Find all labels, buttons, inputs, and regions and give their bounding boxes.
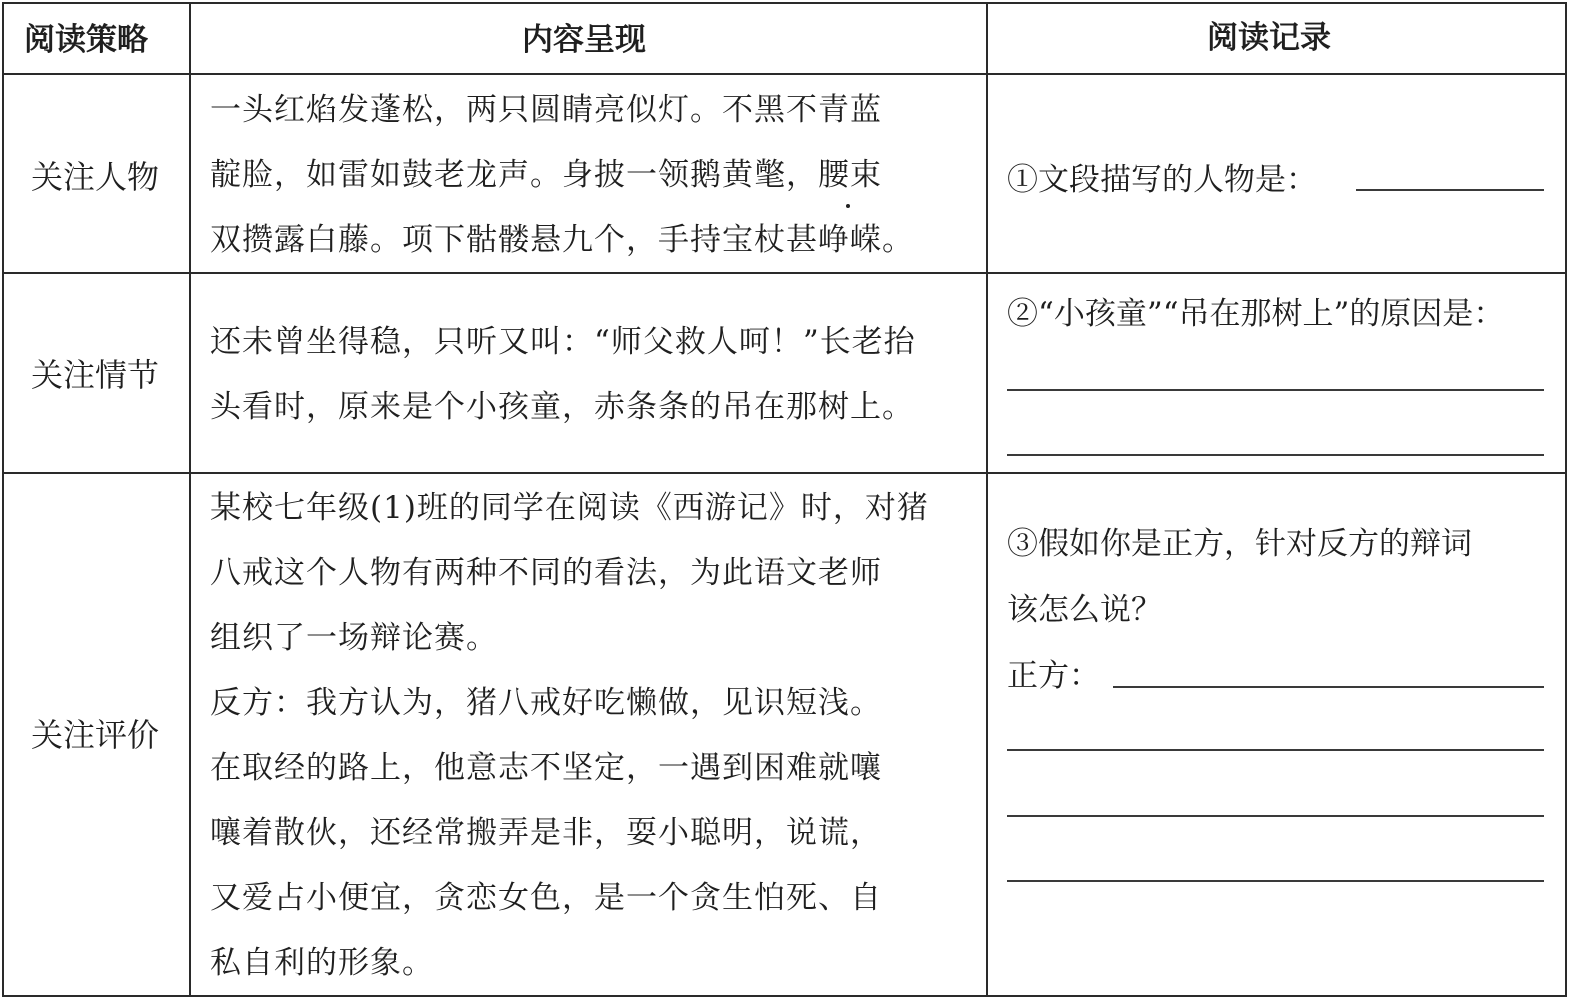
strategy-plot: 关注情节 (30, 356, 159, 394)
content-line: 还未曾坐得稳，只听又叫：“师父救人呵！”长老抬 (210, 324, 916, 360)
content-line: 某校七年级(1)班的同学在阅读《西游记》时，对猪 (210, 490, 929, 526)
table-border-top (2, 2, 1567, 4)
emphasis-dot (846, 204, 850, 208)
content-line: 组织了一场辩论赛。 (210, 620, 498, 656)
column-divider-1 (189, 2, 191, 997)
content-line: 反方：我方认为，猪八戒好吃懒做，见识短浅。 (210, 685, 882, 721)
answer-line[interactable] (1007, 880, 1544, 882)
header-divider (2, 73, 1567, 75)
header-record: 阅读记录 (1207, 20, 1331, 56)
answer-line[interactable] (1113, 686, 1544, 688)
answer-line[interactable] (1356, 189, 1544, 191)
record-question-3-line-1: ③假如你是正方，针对反方的辩词 (1007, 526, 1472, 562)
answer-prefix: 正方： (1007, 658, 1100, 694)
record-question-2: ②“小孩童”“吊在那树上”的原因是： (1007, 296, 1505, 332)
header-strategy: 阅读策略 (24, 22, 148, 58)
content-line: 双攒露白藤。项下骷髅悬九个，手持宝杖甚峥嵘。 (210, 222, 914, 258)
content-line: 在取经的路上，他意志不坚定，一遇到困难就嚷 (210, 750, 882, 786)
answer-line[interactable] (1007, 749, 1544, 751)
content-character (210, 78, 980, 273)
header-content: 内容呈现 (522, 22, 646, 58)
record-question-3-line-2: 该怎么说？ (1007, 592, 1162, 628)
content-line: 八戒这个人物有两种不同的看法，为此语文老师 (210, 555, 882, 591)
content-line: 嚷着散伙，还经常搬弄是非，耍小聪明，说谎， (210, 815, 882, 851)
content-line: 私自利的形象。 (210, 945, 434, 981)
table-border-right (1565, 2, 1567, 997)
record-question-1: ①文段描写的人物是： (1007, 162, 1317, 198)
answer-line[interactable] (1007, 389, 1544, 391)
row-divider-2 (2, 472, 1567, 474)
strategy-character: 关注人物 (30, 158, 159, 196)
table-border-left (2, 2, 4, 997)
strategy-evaluation: 关注评价 (30, 716, 159, 754)
content-line: 头看时，原来是个小孩童，赤条条的吊在那树上。 (210, 389, 914, 425)
content-plot (210, 310, 980, 440)
content-line: 又爱占小便宜，贪恋女色，是一个贪生怕死、自 (210, 880, 882, 916)
answer-line[interactable] (1007, 454, 1544, 456)
column-divider-2 (986, 2, 988, 997)
content-evaluation (210, 476, 980, 996)
answer-line[interactable] (1007, 815, 1544, 817)
content-line: 一头红焰发蓬松，两只圆睛亮似灯。不黑不青蓝 (210, 92, 882, 128)
content-line: 靛脸，如雷如鼓老龙声。身披一领鹅黄氅，腰束 (210, 157, 882, 193)
